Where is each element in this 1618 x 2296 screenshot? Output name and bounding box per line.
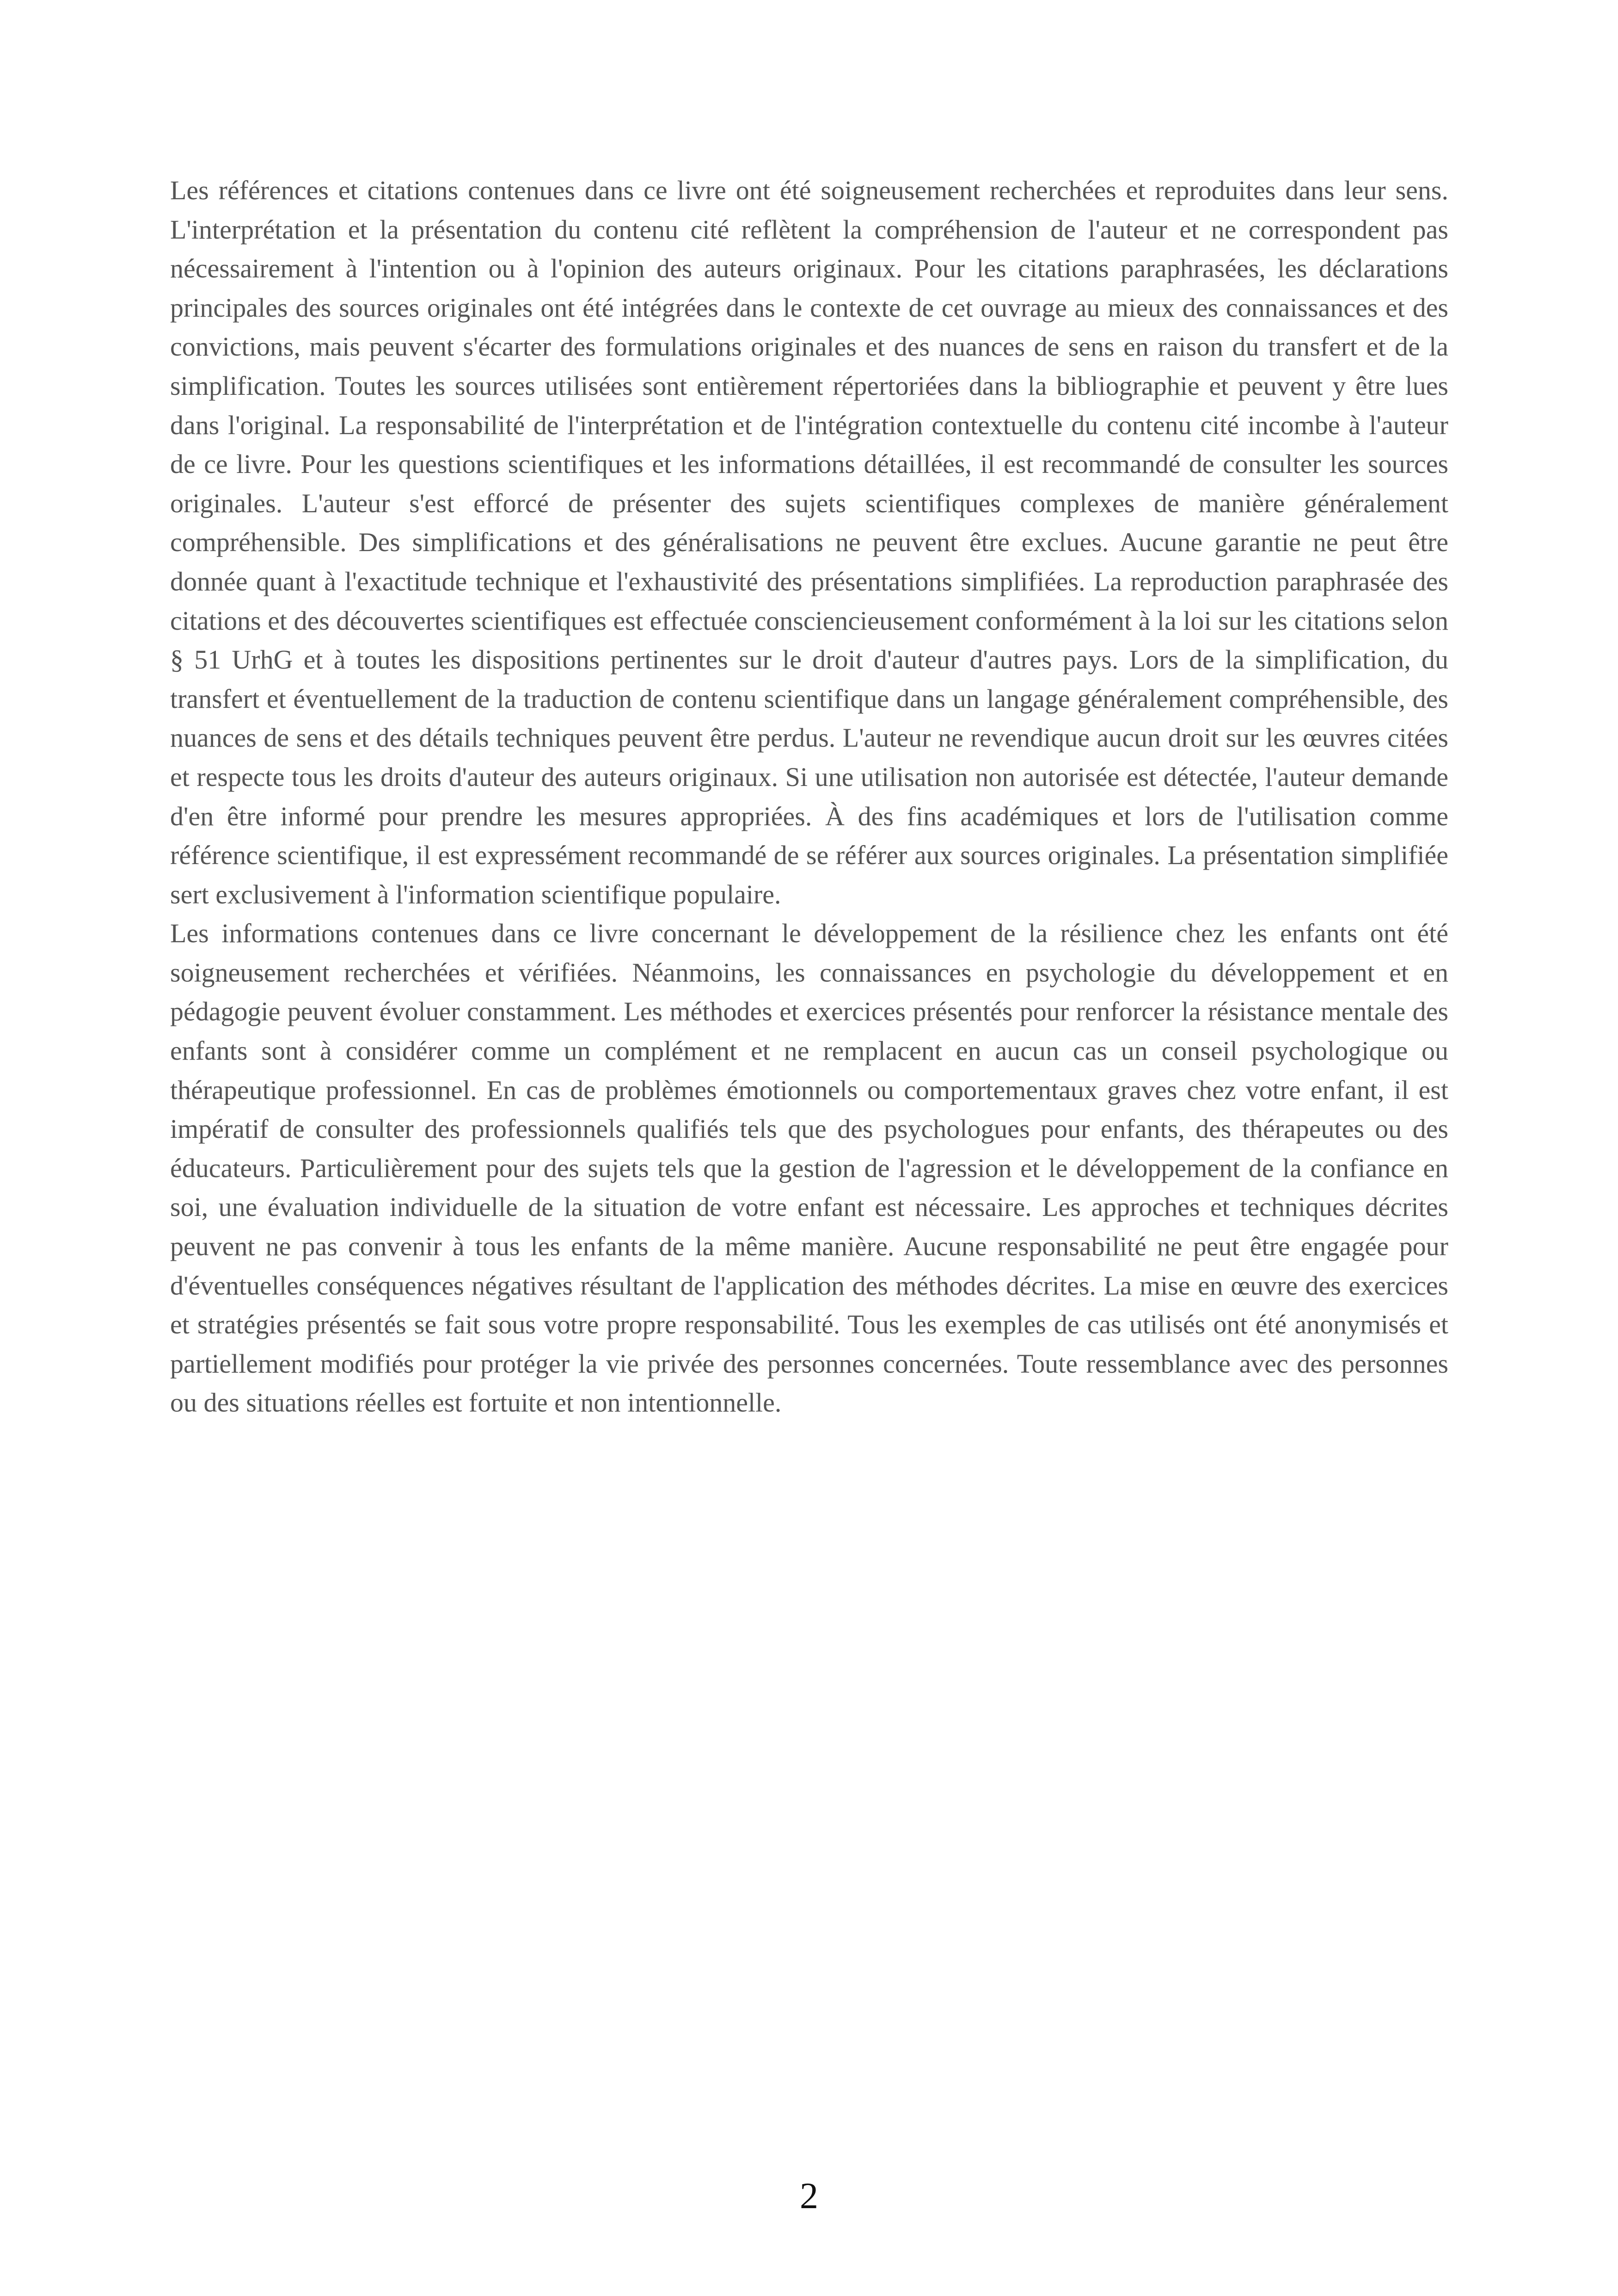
- page-body: [170, 171, 1448, 1423]
- disclaimer-paragraph-citations: Les références et citations contenues dans ce livre ont été soigneusement recherchées et reproduites dans leur sens. L'interprétation et la présentation du contenu cité reflètent la compréhension de l'auteur et ne correspondent pas nécessairement à l'intention ou à l'opinion des auteurs originaux. Pour les citations paraphrasées, les déclarations principales des sources originales ont été intégrées dans le contexte de cet ouvrage au mieux des connaissances et des convictions, mais peuvent s'écarter des formulations originales et des nuances de sens en raison du transfert et de la simplification. Toutes les sources utilisées sont entièrement répertoriées dans la bibliographie et peuvent y être lues dans l'original. La responsabilité de l'interprétation et de l'intégration contextuelle du contenu cité incombe à l'auteur de ce livre. Pour les questions scientifiques et les informations détaillées, il est recommandé de consulter les sources originales. L'auteur s'est efforcé de présenter des sujets scientifiques complexes de manière généralement compréhensible. Des simplifications et des généralisations ne peuvent être exclues. Aucune garantie ne peut être donnée quant à l'exactitude technique et l'exhaustivité des présentations simplifiées. La reproduction paraphrasée des citations et des découvertes scientifiques est effectuée consciencieusement conformément à la loi sur les citations selon § 51 UrhG et à toutes les dispositions pertinentes sur le droit d'auteur d'autres pays. Lors de la simplification, du transfert et éventuellement de la traduction de contenu scientifique dans un langage généralement compréhensible, des nuances de sens et des détails techniques peuvent être perdus. L'auteur ne revendique aucun droit sur les œuvres citées et respecte tous les droits d'auteur des auteurs originaux. Si une utilisation non autorisée est détectée, l'auteur demande d'en être informé pour prendre les mesures appropriées. À des fins académiques et lors de l'utilisation comme référence scientifique, il est expressément recommandé de se référer aux sources originales. La présentation simplifiée sert exclusivement à l'information scientifique populaire.: [170, 175, 1448, 909]
- disclaimer-paragraph-resilience: Les informations contenues dans ce livre concernant le développement de la résilience chez les enfants ont été soigneusement recherchées et vérifiées. Néanmoins, les connaissances en psychologie du développement et en pédagogie peuvent évoluer constamment. Les méthodes et exercices présentés pour renforcer la résistance mentale des enfants sont à considérer comme un complément et ne remplacent en aucun cas un conseil psychologique ou thérapeutique professionnel. En cas de problèmes émotionnels ou comportementaux graves chez votre enfant, il est impératif de consulter des professionnels qualifiés tels que des psychologues pour enfants, des thérapeutes ou des éducateurs. Particulièrement pour des sujets tels que la gestion de l'agression et le développement de la confiance en soi, une évaluation individuelle de la situation de votre enfant est nécessaire. Les approches et techniques décrites peuvent ne pas convenir à tous les enfants de la même manière. Aucune responsabilité ne peut être engagée pour d'éventuelles conséquences négatives résultant de l'application des méthodes décrites. La mise en œuvre des exercices et stratégies présentés se fait sous votre propre responsabilité. Tous les exemples de cas utilisés ont été anonymisés et partiellement modifiés pour protéger la vie privée des personnes concernées. Toute ressemblance avec des personnes ou des situations réelles est fortuite et non intentionnelle.: [170, 918, 1448, 1418]
- page-number: 2: [800, 2176, 818, 2216]
